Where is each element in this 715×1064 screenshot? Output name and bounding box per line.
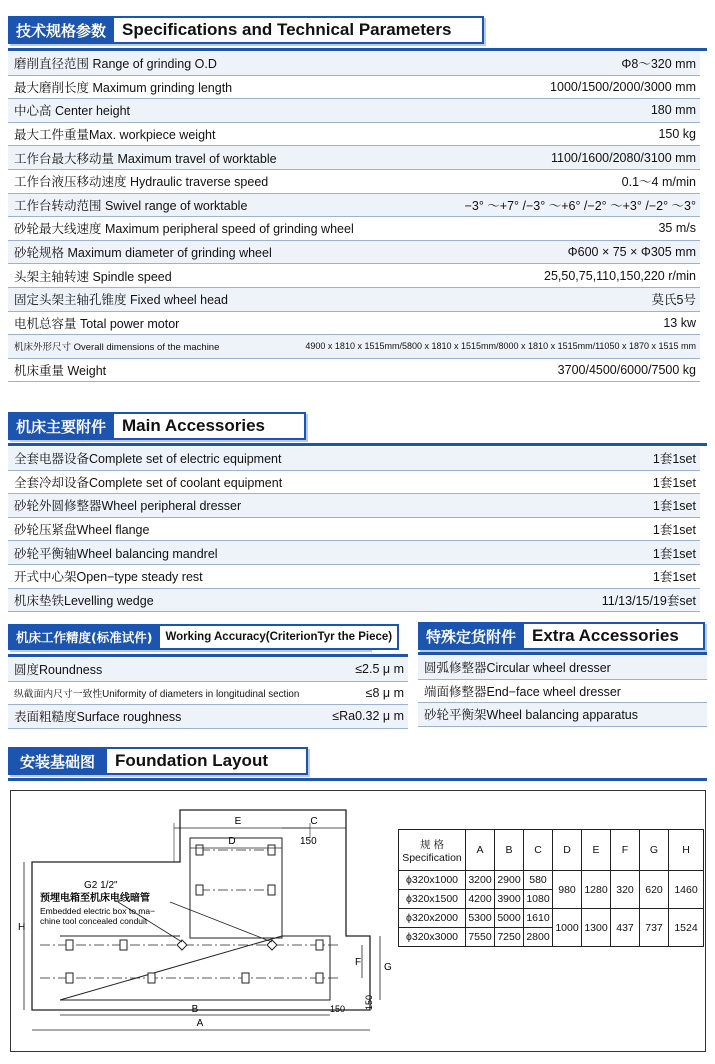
foundation-drawing	[10, 790, 410, 1050]
accessory-label: 机床垫铁Levelling wedge	[14, 593, 154, 608]
spec-value: 4900 x 1810 x 1515mm/5800 x 1810 x 1515mm/8000 x 1810 x 1515mm/11050 x 1870 x 1515 mm	[305, 341, 696, 352]
table-row	[399, 909, 704, 928]
table-cell: 5000	[495, 909, 524, 928]
anchor-pocket	[316, 973, 323, 983]
accuracy-title-cn: 机床工作精度(标准试件)	[8, 624, 160, 650]
table-cell: 7550	[466, 928, 495, 947]
spec-value: −3° ～+7° /−3° ～+6° /−2° ～+3° /−2° ～3°	[464, 198, 696, 213]
extra-header-rule	[418, 652, 707, 655]
spec-value: Φ8～320 mm	[621, 57, 696, 72]
spec-row	[8, 241, 700, 265]
accuracy-row	[8, 705, 408, 729]
accessory-label: 砂轮压紧盘Wheel flange	[14, 523, 150, 538]
table-cell: 1080	[524, 890, 553, 909]
leader-line	[170, 902, 272, 942]
accuracy-title-en: Working Accuracy(CriterionTyr the Piece)	[160, 624, 399, 650]
dim-150-top: 150	[300, 836, 317, 847]
spec-label: 砂轮最大线速度 Maximum peripheral speed of grinding wheel	[14, 222, 354, 237]
accessory-qty: 1套1set	[652, 570, 696, 585]
accessory-qty: 1套1set	[652, 452, 696, 467]
accessory-qty: 1套1set	[652, 546, 696, 561]
spec-value: 35 m/s	[658, 221, 696, 236]
table-cell: 620	[640, 871, 669, 909]
extra-label: 砂轮平衡架Wheel balancing apparatus	[424, 708, 638, 723]
spec-value: 1000/1500/2000/3000 mm	[550, 79, 696, 94]
accessory-row	[8, 541, 700, 565]
extra-title-en: Extra Accessories	[524, 622, 705, 650]
spec-value: 莫氏5号	[651, 293, 696, 308]
spec-label: 工作台液压移动速度 Hydraulic traverse speed	[14, 175, 269, 190]
spec-title-en: Specifications and Technical Parameters	[114, 16, 484, 44]
table-cell: 437	[611, 909, 640, 947]
spec-row	[8, 359, 700, 383]
table-col-header: B	[495, 830, 524, 871]
accessories-section-header	[8, 412, 306, 440]
spec-label: 最大磨削长度 Maximum grinding length	[14, 80, 233, 95]
note-en-1: Embedded electric box to ma−	[40, 906, 156, 916]
accuracy-label: 圆度Roundness	[14, 663, 103, 678]
spec-row	[8, 146, 700, 170]
accuracy-row	[8, 682, 408, 706]
spec-row	[8, 194, 700, 218]
spec-value: 180 mm	[650, 103, 696, 118]
accessory-qty: 1套1set	[652, 523, 696, 538]
foundation-dimension-table	[398, 829, 704, 947]
spec-row	[8, 52, 700, 76]
table-col-header: D	[553, 830, 582, 871]
accessory-row	[8, 589, 700, 613]
anchor-pocket	[196, 845, 203, 855]
note-en-2: chine tool concealed conduit	[40, 916, 148, 926]
anchor-pocket	[66, 940, 73, 950]
dim-label-e: E	[234, 816, 242, 827]
accessories-table	[8, 447, 700, 612]
anchor-pocket	[316, 940, 323, 950]
dim-150-bottom: 150	[330, 1004, 346, 1014]
accessory-label: 全套冷却设备Complete set of coolant equipment	[14, 475, 283, 490]
anchor-pocket	[120, 940, 127, 950]
table-header-row	[399, 830, 704, 871]
anchor-pocket	[66, 973, 73, 983]
anchor-pocket	[242, 973, 249, 983]
foundation-section-header	[8, 747, 308, 775]
table-cell: 4200	[466, 890, 495, 909]
accessories-header-rule	[8, 443, 707, 446]
accessory-row	[8, 518, 700, 542]
inner-base	[60, 936, 330, 1000]
extra-row	[418, 656, 707, 680]
spec-value: Φ600 × 75 × Φ305 mm	[567, 245, 696, 260]
anchor-pocket	[196, 885, 203, 895]
spec-row	[8, 264, 700, 288]
table-cell: 1000	[553, 909, 582, 947]
note-g: G2 1/2"	[84, 880, 118, 891]
table-cell: 1300	[582, 909, 611, 947]
accessory-row	[8, 471, 700, 495]
spec-value: 3700/4500/6000/7500 kg	[557, 363, 696, 378]
table-cell: 5300	[466, 909, 495, 928]
accessory-label: 开式中心架Open−type steady rest	[14, 570, 203, 585]
table-cell: 1460	[669, 871, 704, 909]
spec-row	[8, 217, 700, 241]
spec-row	[8, 335, 700, 359]
table-header-cn: 规 格	[420, 838, 444, 851]
extra-row	[418, 680, 707, 704]
spec-label: 磨削直径范围 Range of grinding O.D	[14, 57, 217, 72]
dim-label-d: D	[228, 836, 236, 847]
spec-row	[8, 312, 700, 336]
table-cell: 320	[611, 871, 640, 909]
spec-value: 1100/1600/2080/3100 mm	[550, 150, 696, 165]
foundation-header-rule	[8, 778, 707, 781]
table-col-header: A	[466, 830, 495, 871]
accessory-row	[8, 447, 700, 471]
spec-label: 工作台转动范围 Swivel range of worktable	[14, 198, 248, 213]
extra-label: 端面修整器End−face wheel dresser	[424, 684, 621, 699]
table-cell-spec: ϕ320x1000	[399, 871, 466, 890]
table-col-header: G	[640, 830, 669, 871]
accuracy-table	[8, 658, 408, 729]
spec-header-rule	[8, 48, 707, 51]
dim-label-f: F	[355, 957, 362, 968]
dim-150-side: 150	[364, 994, 374, 1010]
spec-label: 最大工件重量Max. workpiece weight	[14, 128, 216, 143]
accuracy-header-rule	[8, 654, 408, 657]
dim-label-g: G	[384, 962, 392, 973]
table-cell: 737	[640, 909, 669, 947]
extra-row	[418, 703, 707, 727]
spec-title-cn: 技术规格参数	[8, 16, 114, 44]
anchor-pocket	[148, 973, 155, 983]
spec-value: 0.1～4 m/min	[621, 175, 696, 190]
accuracy-label: 表面粗糙度Surface roughness	[14, 710, 182, 725]
spec-label: 机床重量 Weight	[14, 364, 107, 379]
table-col-header: C	[524, 830, 553, 871]
note-cn: 预埋电箱至机床电线暗管	[40, 893, 150, 904]
table-cell-spec: ϕ320x2000	[399, 909, 466, 928]
table-cell: 1524	[669, 909, 704, 947]
table-cell: 2800	[524, 928, 553, 947]
accessory-qty: 11/13/15/19套set	[601, 593, 696, 608]
spec-section-header	[8, 16, 484, 44]
accuracy-value: ≤2.5 μ m	[355, 662, 404, 677]
accessory-qty: 1套1set	[652, 475, 696, 490]
spec-value: 25,50,75,110,150,220 r/min	[544, 268, 696, 283]
table-cell: 980	[553, 871, 582, 909]
dim-label-c: C	[310, 816, 318, 827]
extra-section-header	[418, 622, 705, 650]
extra-title-cn: 特殊定货附件	[418, 622, 524, 650]
table-cell: 580	[524, 871, 553, 890]
spec-row	[8, 288, 700, 312]
spec-label: 电机总容量 Total power motor	[14, 316, 180, 331]
table-col-header: F	[611, 830, 640, 871]
table-cell: 1610	[524, 909, 553, 928]
spec-label: 机床外形尺寸 Overall dimensions of the machine	[14, 342, 220, 354]
spec-label: 砂轮规格 Maximum diameter of grinding wheel	[14, 246, 272, 261]
table-cell: 3900	[495, 890, 524, 909]
table-cell: 7250	[495, 928, 524, 947]
anchor-pocket	[268, 885, 275, 895]
dim-label-a: A	[196, 1018, 204, 1029]
spec-label: 固定头架主轴孔锥度 Fixed wheel head	[14, 293, 228, 308]
table-cell: 2900	[495, 871, 524, 890]
conduit-box-icon	[267, 940, 277, 950]
extra-label: 圆弧修整器Circular wheel dresser	[424, 661, 611, 676]
conduit-box-icon	[177, 940, 187, 950]
table-cell-spec: ϕ320x3000	[399, 928, 466, 947]
accuracy-row	[8, 658, 408, 682]
spec-table	[8, 52, 700, 382]
spec-label: 中心高 Center height	[14, 104, 131, 119]
spec-label: 工作台最大移动量 Maximum travel of worktable	[14, 151, 277, 166]
accessory-row	[8, 494, 700, 518]
spec-label: 头架主轴转速 Spindle speed	[14, 269, 172, 284]
dim-label-b: B	[191, 1004, 199, 1015]
accessories-title-cn: 机床主要附件	[8, 412, 114, 440]
spec-row	[8, 99, 700, 123]
table-cell: 1280	[582, 871, 611, 909]
anchor-pocket	[268, 845, 275, 855]
table-col-header: E	[582, 830, 611, 871]
spec-row	[8, 170, 700, 194]
dim-label-h: H	[18, 922, 26, 933]
spec-row	[8, 76, 700, 100]
table-header-en: Specification	[402, 851, 462, 864]
accessory-label: 全套电器设备Complete set of electric equipment	[14, 452, 282, 467]
spec-value: 150 kg	[658, 127, 696, 142]
foundation-title-cn: 安装基础图	[8, 747, 107, 775]
accessory-label: 砂轮外圆修整器Wheel peripheral dresser	[14, 499, 242, 514]
accessory-label: 砂轮平衡轴Wheel balancing mandrel	[14, 546, 218, 561]
accessory-qty: 1套1set	[652, 499, 696, 514]
accessory-row	[8, 565, 700, 589]
table-header-spec	[399, 830, 466, 871]
table-col-header: H	[669, 830, 704, 871]
accessories-title-en: Main Accessories	[114, 412, 306, 440]
table-cell: 3200	[466, 871, 495, 890]
spec-row	[8, 123, 700, 147]
accuracy-value: ≤Ra0.32 μ m	[332, 709, 404, 724]
accuracy-value: ≤8 μ m	[365, 685, 404, 700]
accuracy-label: 纵截面内尺寸一致性Uniformity of diameters in longitudinal section	[14, 688, 300, 700]
spec-value: 13 kw	[663, 315, 696, 330]
table-row	[399, 871, 704, 890]
accuracy-section-header	[8, 624, 393, 650]
table-cell-spec: ϕ320x1500	[399, 890, 466, 909]
extra-table	[418, 656, 707, 727]
foundation-title-en: Foundation Layout	[107, 747, 308, 775]
